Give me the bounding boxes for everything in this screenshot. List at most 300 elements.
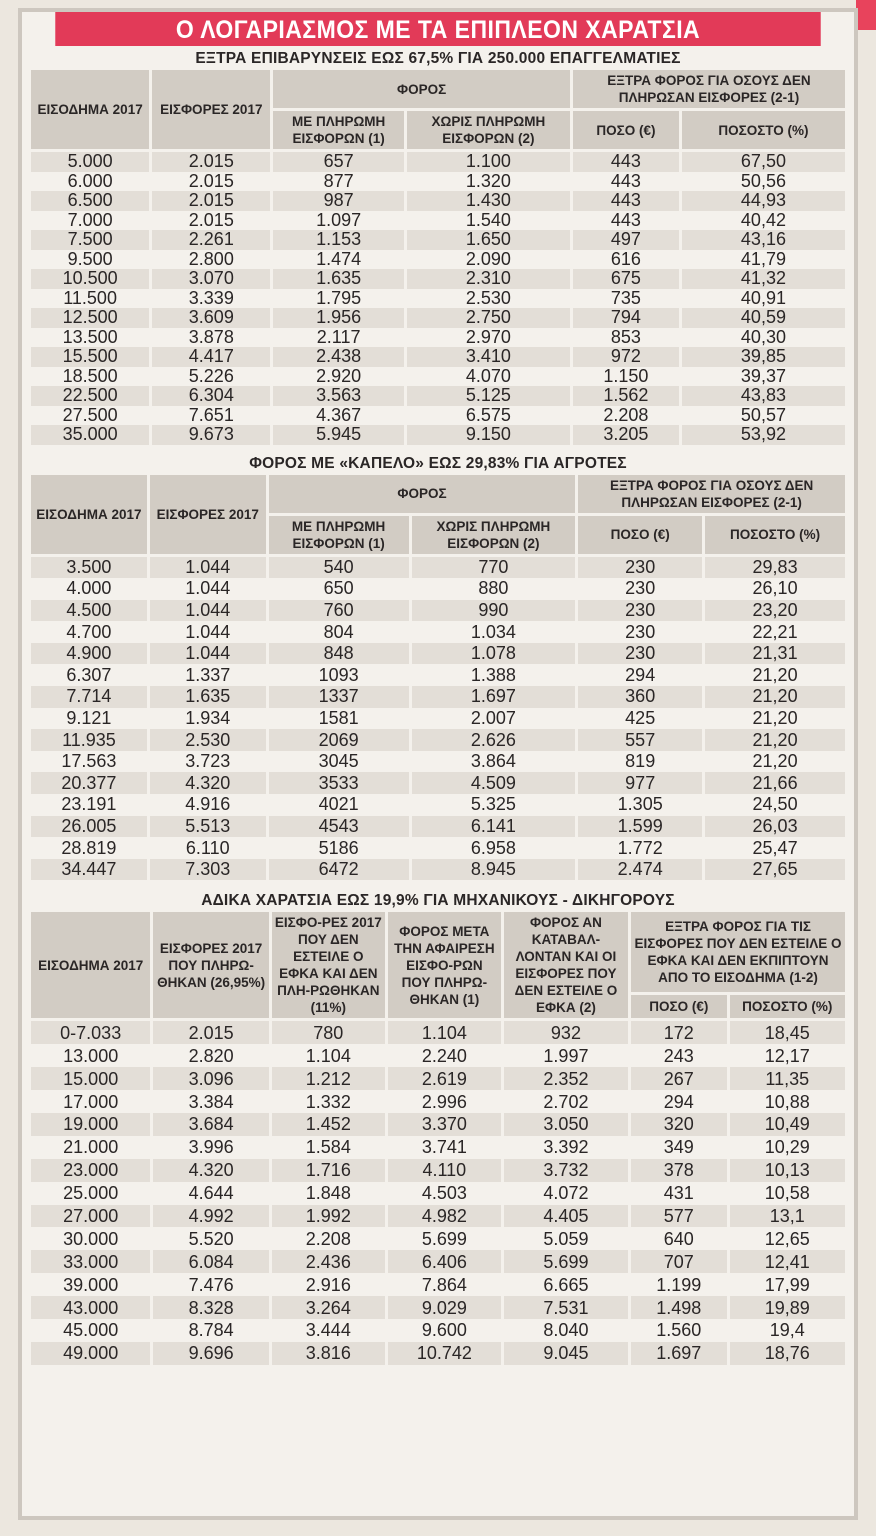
table-row — [31, 1067, 845, 1090]
table-cell: 7.531 — [504, 1296, 628, 1319]
table-cell: 21,20 — [705, 729, 845, 751]
table-cell: 1.716 — [272, 1159, 385, 1182]
table-cell: 230 — [578, 557, 702, 579]
table-row — [31, 837, 845, 859]
table-cell: 1.599 — [578, 816, 702, 838]
table-cell: 18.500 — [31, 367, 149, 387]
table-cell: 932 — [504, 1021, 628, 1044]
table-row — [31, 1182, 845, 1205]
table-cell: 6.110 — [150, 837, 266, 859]
table-cell: 1.332 — [272, 1090, 385, 1113]
table-cell: 40,42 — [682, 211, 845, 231]
header-amount: ΠΟΣΟ (€) — [631, 995, 727, 1021]
table-cell: 33.000 — [31, 1250, 150, 1273]
table-cell: 26.005 — [31, 816, 147, 838]
table-row — [31, 425, 845, 445]
table-cell: 30.000 — [31, 1227, 150, 1250]
table-cell: 230 — [578, 600, 702, 622]
table-cell: 39,37 — [682, 367, 845, 387]
table-cell: 12,65 — [730, 1227, 845, 1250]
table-cell: 12,17 — [730, 1044, 845, 1067]
table-cell: 1.078 — [412, 643, 576, 665]
table-cell: 804 — [269, 621, 409, 643]
table-cell: 18,45 — [730, 1021, 845, 1044]
table-cell: 8.328 — [153, 1296, 268, 1319]
table-row — [31, 152, 845, 172]
section-farmers — [22, 451, 854, 881]
table-cell: 1.044 — [150, 643, 266, 665]
table-cell: 2.015 — [152, 191, 270, 211]
table-cell: 540 — [269, 557, 409, 579]
table-cell: 40,30 — [682, 328, 845, 348]
table-row — [31, 816, 845, 838]
table-cell: 1.452 — [272, 1113, 385, 1136]
header-unpaid-contributions: ΕΙΣΦΟ-ΡΕΣ 2017 ΠΟΥ ΔΕΝ ΕΣΤΕΙΛΕ Ο ΕΦΚΑ ΚΑΙ ΔΕΝ ΠΛΗ-ΡΩΘΗΚΑΝ (11%) — [272, 912, 385, 1021]
table-cell: 425 — [578, 708, 702, 730]
table-cell: 3.410 — [407, 347, 570, 367]
table-cell: 1.956 — [273, 308, 403, 328]
header-percent: ΠΟΣΟΣΤΟ (%) — [682, 111, 845, 152]
table-cell: 3.444 — [272, 1319, 385, 1342]
header-income: ΕΙΣΟΔΗΜΑ 2017 — [31, 475, 147, 557]
table-cell: 4.992 — [153, 1205, 268, 1228]
table-cell: 880 — [412, 578, 576, 600]
table-cell: 2.015 — [152, 172, 270, 192]
table-cell: 1.153 — [273, 230, 403, 250]
table-cell: 10.742 — [388, 1342, 501, 1365]
table-cell: 9.045 — [504, 1342, 628, 1365]
table-cell: 21,31 — [705, 643, 845, 665]
table-cell: 12.500 — [31, 308, 149, 328]
table-cell: 6.665 — [504, 1273, 628, 1296]
table-cell: 5.699 — [388, 1227, 501, 1250]
table-cell: 5.000 — [31, 152, 149, 172]
table-cell: 34.447 — [31, 859, 147, 881]
table-cell: 3.500 — [31, 557, 147, 579]
header-contributions: ΕΙΣΦΟΡΕΣ 2017 — [150, 475, 266, 557]
article-table-box — [18, 8, 858, 1520]
header-amount: ΠΟΣΟ (€) — [578, 516, 702, 557]
section-title: ΦΟΡΟΣ ΜΕ «ΚΑΠΕΛΟ» ΕΩΣ 29,83% ΓΙΑ ΑΓΡΟΤΕΣ — [249, 454, 627, 472]
table-cell: 2.970 — [407, 328, 570, 348]
main-headline: Ο ΛΟΓΑΡΙΑΣΜΟΣ ΜΕ ΤΑ ΕΠΙΠΛΕΟΝ ΧΑΡΑΤΣΙΑ — [55, 12, 820, 46]
table-cell: 3.609 — [152, 308, 270, 328]
table-cell: 1.199 — [631, 1273, 727, 1296]
table-cell: 819 — [578, 751, 702, 773]
table-cell: 848 — [269, 643, 409, 665]
header-tax: ΦΟΡΟΣ — [273, 70, 570, 111]
table-cell: 21,20 — [705, 708, 845, 730]
table-row — [31, 172, 845, 192]
table-cell: 1.992 — [272, 1205, 385, 1228]
table-cell: 3533 — [269, 772, 409, 794]
table-cell: 230 — [578, 578, 702, 600]
table-cell: 2.626 — [412, 729, 576, 751]
table-cell: 9.150 — [407, 425, 570, 445]
table-row — [31, 211, 845, 231]
table-cell: 2.474 — [578, 859, 702, 881]
table-cell: 1337 — [269, 686, 409, 708]
table-row — [31, 1227, 845, 1250]
table-row — [31, 308, 845, 328]
table-cell: 3.096 — [153, 1067, 268, 1090]
table-cell: 650 — [269, 578, 409, 600]
table-cell: 735 — [573, 289, 679, 309]
section-title: ΕΞΤΡΑ ΕΠΙΒΑΡΥΝΣΕΙΣ ΕΩΣ 67,5% ΓΙΑ 250.000 ΕΠΑΓΓΕΛΜΑΤΙΕΣ — [195, 50, 681, 67]
table-cell: 3.264 — [272, 1296, 385, 1319]
table-cell: 2.208 — [573, 406, 679, 426]
table-cell: 9.500 — [31, 250, 149, 270]
table-row — [31, 1021, 845, 1044]
table-cell: 3.864 — [412, 751, 576, 773]
table-cell: 616 — [573, 250, 679, 270]
table-cell: 4.916 — [150, 794, 266, 816]
table-cell: 243 — [631, 1044, 727, 1067]
table-cell: 11.500 — [31, 289, 149, 309]
table-cell: 4.500 — [31, 600, 147, 622]
table-cell: 13.000 — [31, 1044, 150, 1067]
table-cell: 1.100 — [407, 152, 570, 172]
table-cell: 6.958 — [412, 837, 576, 859]
table-cell: 9.600 — [388, 1319, 501, 1342]
table-cell: 49.000 — [31, 1342, 150, 1365]
table-cell: 794 — [573, 308, 679, 328]
table-row — [31, 1296, 845, 1319]
header-tax-after-deduction: ΦΟΡΟΣ ΜΕΤΑ ΤΗΝ ΑΦΑΙΡΕΣΗ ΕΙΣΦΟ-ΡΩΝ ΠΟΥ ΠΛΗΡΩ-ΘΗΚΑΝ (1) — [388, 912, 501, 1021]
header-income: ΕΙΣΟΔΗΜΑ 2017 — [31, 912, 150, 1021]
table-cell: 5.513 — [150, 816, 266, 838]
table-cell: 780 — [272, 1021, 385, 1044]
table-cell: 44,93 — [682, 191, 845, 211]
table-cell: 50,56 — [682, 172, 845, 192]
table-cell: 1.388 — [412, 664, 576, 686]
table-cell: 3.741 — [388, 1136, 501, 1159]
table-row — [31, 1205, 845, 1228]
table-cell: 5.325 — [412, 794, 576, 816]
table-cell: 6.084 — [153, 1250, 268, 1273]
table-cell: 349 — [631, 1136, 727, 1159]
table-cell: 6.304 — [152, 386, 270, 406]
table-cell: 25,47 — [705, 837, 845, 859]
table-cell: 20.377 — [31, 772, 147, 794]
table-row — [31, 1250, 845, 1273]
table-cell: 23,20 — [705, 600, 845, 622]
table-cell: 990 — [412, 600, 576, 622]
table-cell: 27.000 — [31, 1205, 150, 1228]
table-cell: 6472 — [269, 859, 409, 881]
table-cell: 1.474 — [273, 250, 403, 270]
table-cell: 11.935 — [31, 729, 147, 751]
table-row — [31, 1044, 845, 1067]
table-cell: 977 — [578, 772, 702, 794]
table-cell: 3.070 — [152, 269, 270, 289]
table-cell: 43,16 — [682, 230, 845, 250]
table-cell: 443 — [573, 172, 679, 192]
table-cell: 2.920 — [273, 367, 403, 387]
table-cell: 2.438 — [273, 347, 403, 367]
table-cell: 8.784 — [153, 1319, 268, 1342]
table-row — [31, 1113, 845, 1136]
table-cell: 35.000 — [31, 425, 149, 445]
table-cell: 4.417 — [152, 347, 270, 367]
table-cell: 5.226 — [152, 367, 270, 387]
table-cell: 1.560 — [631, 1319, 727, 1342]
table-cell: 2.996 — [388, 1090, 501, 1113]
table-row — [31, 621, 845, 643]
table-cell: 21,20 — [705, 686, 845, 708]
table-cell: 40,91 — [682, 289, 845, 309]
table-cell: 3.205 — [573, 425, 679, 445]
table-cell: 3.732 — [504, 1159, 628, 1182]
table-cell: 1.635 — [273, 269, 403, 289]
table-cell: 2.261 — [152, 230, 270, 250]
header-extra-tax: ΕΞΤΡΑ ΦΟΡΟΣ ΓΙΑ ΤΙΣ ΕΙΣΦΟΡΕΣ ΠΟΥ ΔΕΝ ΕΣΤΕΙΛΕ Ο ΕΦΚΑ ΚΑΙ ΔΕΝ ΕΚΠΙΠΤΟΥΝ ΑΠΟ ΤΟ ΕΙΣΟΔΗΜΑ (1-2) — [631, 912, 845, 995]
table-cell: 1.795 — [273, 289, 403, 309]
table-cell: 43,83 — [682, 386, 845, 406]
table-cell: 2.352 — [504, 1067, 628, 1090]
table-cell: 987 — [273, 191, 403, 211]
table-cell: 22.500 — [31, 386, 149, 406]
table-cell: 3.563 — [273, 386, 403, 406]
header-percent: ΠΟΣΟΣΤΟ (%) — [730, 995, 845, 1021]
table-cell: 43.000 — [31, 1296, 150, 1319]
table-cell: 3.878 — [152, 328, 270, 348]
table-row — [31, 367, 845, 387]
table-cell: 2.015 — [153, 1021, 268, 1044]
table-cell: 9.121 — [31, 708, 147, 730]
table-cell: 5.945 — [273, 425, 403, 445]
table-cell: 17.563 — [31, 751, 147, 773]
table-cell: 7.864 — [388, 1273, 501, 1296]
table-cell: 41,32 — [682, 269, 845, 289]
table-cell: 4543 — [269, 816, 409, 838]
table-cell: 443 — [573, 152, 679, 172]
table-row — [31, 794, 845, 816]
table-cell: 2069 — [269, 729, 409, 751]
table-cell: 294 — [578, 664, 702, 686]
table-row — [31, 557, 845, 579]
table-cell: 497 — [573, 230, 679, 250]
header-tax: ΦΟΡΟΣ — [269, 475, 576, 516]
table-cell: 6.141 — [412, 816, 576, 838]
table-cell: 45.000 — [31, 1319, 150, 1342]
table-cell: 2.117 — [273, 328, 403, 348]
table-cell: 4.000 — [31, 578, 147, 600]
table-cell: 8.040 — [504, 1319, 628, 1342]
header-with-payment: ΜΕ ΠΛΗΡΩΜΗ ΕΙΣΦΟΡΩΝ (1) — [269, 516, 409, 557]
table-cell: 6.406 — [388, 1250, 501, 1273]
table-row — [31, 191, 845, 211]
table-cell: 267 — [631, 1067, 727, 1090]
table-row — [31, 1319, 845, 1342]
table-cell: 39.000 — [31, 1273, 150, 1296]
table-cell: 11,35 — [730, 1067, 845, 1090]
table-cell: 1.430 — [407, 191, 570, 211]
table-cell: 23.000 — [31, 1159, 150, 1182]
table-cell: 6.500 — [31, 191, 149, 211]
table-row — [31, 1342, 845, 1365]
section-engineers-lawyers — [22, 888, 854, 1364]
table-cell: 1.635 — [150, 686, 266, 708]
table-cell: 640 — [631, 1227, 727, 1250]
header-extra-tax: ΕΞΤΡΑ ΦΟΡΟΣ ΓΙΑ ΟΣΟΥΣ ΔΕΝ ΠΛΗΡΩΣΑΝ ΕΙΣΦΟΡΕΣ (2-1) — [578, 475, 845, 516]
table-cell: 13.500 — [31, 328, 149, 348]
table-cell: 18,76 — [730, 1342, 845, 1365]
table-cell: 0-7.033 — [31, 1021, 150, 1044]
table-cell: 23.191 — [31, 794, 147, 816]
table-cell: 3.816 — [272, 1342, 385, 1365]
table-cell: 17.000 — [31, 1090, 150, 1113]
table-cell: 7.500 — [31, 230, 149, 250]
table-cell: 5186 — [269, 837, 409, 859]
table-cell: 1.034 — [412, 621, 576, 643]
header-contributions: ΕΙΣΦΟΡΕΣ 2017 — [152, 70, 270, 152]
table-cell: 2.530 — [150, 729, 266, 751]
table-cell: 3.392 — [504, 1136, 628, 1159]
table-cell: 15.500 — [31, 347, 149, 367]
table-cell: 2.310 — [407, 269, 570, 289]
table-cell: 4.982 — [388, 1205, 501, 1228]
table-cell: 10,88 — [730, 1090, 845, 1113]
table-cell: 10,29 — [730, 1136, 845, 1159]
table-cell: 2.240 — [388, 1044, 501, 1067]
table-cell: 28.819 — [31, 837, 147, 859]
table-row — [31, 729, 845, 751]
table-cell: 9.696 — [153, 1342, 268, 1365]
table-cell: 6.307 — [31, 664, 147, 686]
section-title: ΑΔΙΚΑ ΧΑΡΑΤΣΙΑ ΕΩΣ 19,9% ΓΙΑ ΜΗΧΑΝΙΚΟΥΣ - ΔΙΚΗΓΟΡΟΥΣ — [201, 892, 675, 910]
table-cell: 5.125 — [407, 386, 570, 406]
table-cell: 5.699 — [504, 1250, 628, 1273]
table-cell: 10,49 — [730, 1113, 845, 1136]
table-cell: 67,50 — [682, 152, 845, 172]
table-cell: 3.996 — [153, 1136, 268, 1159]
professionals-table — [28, 70, 848, 445]
table-cell: 24,50 — [705, 794, 845, 816]
table-cell: 1093 — [269, 664, 409, 686]
table-row — [31, 250, 845, 270]
table-cell: 1.540 — [407, 211, 570, 231]
table-cell: 15.000 — [31, 1067, 150, 1090]
table-cell: 2.530 — [407, 289, 570, 309]
table-cell: 4.320 — [150, 772, 266, 794]
table-row — [31, 230, 845, 250]
header-amount: ΠΟΣΟ (€) — [573, 111, 679, 152]
table-cell: 12,41 — [730, 1250, 845, 1273]
table-cell: 294 — [631, 1090, 727, 1113]
table-cell: 21,20 — [705, 751, 845, 773]
table-cell: 6.000 — [31, 172, 149, 192]
table-cell: 26,03 — [705, 816, 845, 838]
table-cell: 1.337 — [150, 664, 266, 686]
table-row — [31, 600, 845, 622]
table-cell: 1.997 — [504, 1044, 628, 1067]
table-row — [31, 406, 845, 426]
table-row — [31, 347, 845, 367]
table-row — [31, 643, 845, 665]
table-cell: 4.700 — [31, 621, 147, 643]
table-cell: 707 — [631, 1250, 727, 1273]
table-cell: 2.800 — [152, 250, 270, 270]
section-professionals — [22, 46, 854, 445]
table-cell: 19,89 — [730, 1296, 845, 1319]
table-row — [31, 751, 845, 773]
table-cell: 3.339 — [152, 289, 270, 309]
table-cell: 770 — [412, 557, 576, 579]
header-tax-if-paid: ΦΟΡΟΣ ΑΝ ΚΑΤΑΒΑΛ-ΛΟΝΤΑΝ ΚΑΙ ΟΙ ΕΙΣΦΟΡΕΣ ΠΟΥ ΔΕΝ ΕΣΤΕΙΛΕ Ο ΕΦΚΑ (2) — [504, 912, 628, 1021]
table-cell: 5.059 — [504, 1227, 628, 1250]
table-cell: 1.150 — [573, 367, 679, 387]
table-cell: 2.436 — [272, 1250, 385, 1273]
table-cell: 4.070 — [407, 367, 570, 387]
table-cell: 4.900 — [31, 643, 147, 665]
table-cell: 172 — [631, 1021, 727, 1044]
table-cell: 443 — [573, 191, 679, 211]
table-cell: 41,79 — [682, 250, 845, 270]
table-row — [31, 1273, 845, 1296]
table-cell: 9.673 — [152, 425, 270, 445]
table-cell: 21.000 — [31, 1136, 150, 1159]
table-cell: 1.848 — [272, 1182, 385, 1205]
table-cell: 9.029 — [388, 1296, 501, 1319]
table-cell: 2.007 — [412, 708, 576, 730]
table-cell: 4.509 — [412, 772, 576, 794]
table-cell: 2.916 — [272, 1273, 385, 1296]
table-row — [31, 328, 845, 348]
table-cell: 1.562 — [573, 386, 679, 406]
table-cell: 3.723 — [150, 751, 266, 773]
table-cell: 1.044 — [150, 578, 266, 600]
table-cell: 22,21 — [705, 621, 845, 643]
table-cell: 7.476 — [153, 1273, 268, 1296]
table-cell: 6.575 — [407, 406, 570, 426]
table-cell: 53,92 — [682, 425, 845, 445]
table-cell: 1.498 — [631, 1296, 727, 1319]
table-cell: 27.500 — [31, 406, 149, 426]
table-cell: 230 — [578, 643, 702, 665]
table-cell: 1.097 — [273, 211, 403, 231]
table-cell: 3.050 — [504, 1113, 628, 1136]
table-cell: 7.714 — [31, 686, 147, 708]
table-cell: 3.684 — [153, 1113, 268, 1136]
table-cell: 7.303 — [150, 859, 266, 881]
engineers-lawyers-table — [28, 912, 848, 1364]
farmers-table — [28, 475, 848, 881]
table-cell: 1.044 — [150, 621, 266, 643]
table-cell: 1.934 — [150, 708, 266, 730]
table-cell: 443 — [573, 211, 679, 231]
table-cell: 17,99 — [730, 1273, 845, 1296]
table-cell: 19.000 — [31, 1113, 150, 1136]
table-cell: 27,65 — [705, 859, 845, 881]
table-cell: 4.367 — [273, 406, 403, 426]
table-cell: 5.520 — [153, 1227, 268, 1250]
table-cell: 1.320 — [407, 172, 570, 192]
table-cell: 4.405 — [504, 1205, 628, 1228]
table-cell: 7.651 — [152, 406, 270, 426]
table-cell: 760 — [269, 600, 409, 622]
table-cell: 320 — [631, 1113, 727, 1136]
table-cell: 1.697 — [412, 686, 576, 708]
table-cell: 1.584 — [272, 1136, 385, 1159]
table-cell: 577 — [631, 1205, 727, 1228]
table-cell: 10,13 — [730, 1159, 845, 1182]
table-cell: 378 — [631, 1159, 727, 1182]
table-cell: 2.208 — [272, 1227, 385, 1250]
header-without-payment: ΧΩΡΙΣ ΠΛΗΡΩΜΗ ΕΙΣΦΟΡΩΝ (2) — [412, 516, 576, 557]
table-cell: 50,57 — [682, 406, 845, 426]
table-cell: 4.644 — [153, 1182, 268, 1205]
